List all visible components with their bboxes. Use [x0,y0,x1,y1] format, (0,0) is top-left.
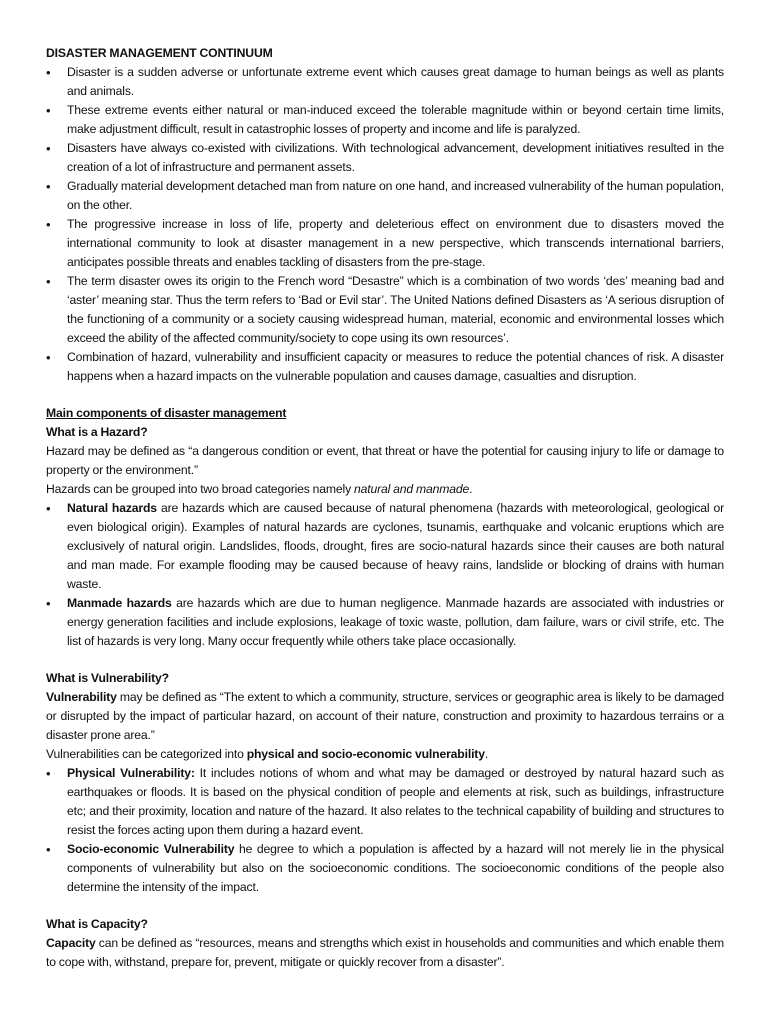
continuum-bullet: • The term disaster owes its origin to the French word “Desastre” which is a combination of two words ‘des’ meaning bad and ‘aster’ meaning star. Thus the term refers to ‘Bad or Evil star’. The United Nations defined Disasters as ‘A serious disruption of the functioning of a community or a society causing widespread human, material, economic and environmental losses which exceed the ability of the affected community/society to cope using its own resources’. [46,272,724,348]
hazard-grouping-suffix: . [469,482,473,496]
physical-vulnerability-bullet [46,764,724,840]
socio-economic-vulnerability-text: he degree to which a population is affected by a hazard will not merely lie in the physical components of vulnerability but also on the socioeconomic conditions. The socioeconomic conditions of the people also determine the intensity of the impact. [67,842,724,894]
continuum-bullet: • Combination of hazard, vulnerability and insufficient capacity or measures to reduce the potential chances of risk. A disaster happens when a hazard impacts on the vulnerable population and causes damage, casualties and disruption. [46,348,724,386]
vulnerability-question: What is Vulnerability? [46,671,169,685]
hazard-grouping [46,480,724,499]
hazard-question: What is a Hazard? [46,425,148,439]
continuum-bullet: • The progressive increase in loss of life, property and deleterious effect on environment due to disasters moved the international community to look at disaster management in a new perspective, which transcends international barriers, anticipates possible threats and enables tackling of disasters from the pre-stage. [46,215,724,272]
continuum-title: DISASTER MANAGEMENT CONTINUUM [46,46,273,60]
vulnerability-categories-prefix: Vulnerabilities can be categorized into [46,747,247,761]
natural-hazards-bullet [46,499,724,594]
capacity-question: What is Capacity? [46,917,148,931]
capacity-definition [46,934,724,972]
hazard-grouping-prefix: Hazards can be grouped into two broad categories namely [46,482,354,496]
section-gap [46,386,724,404]
continuum-bullet: • Gradually material development detached man from nature on one hand, and increased vulnerability of the human population, on the other. [46,177,724,215]
vulnerability-categories [46,745,724,764]
continuum-bullet-list [46,63,724,386]
hazard-grouping-emph: natural and manmade [354,482,470,496]
capacity-term: Capacity [46,936,96,950]
components-title: Main components of disaster management [46,406,287,420]
manmade-hazards-text: are hazards which are due to human negligence. Manmade hazards are associated with industries or energy generation facilities and include explosions, leakage of toxic waste, pollution, dam failure, wars or civil strife, etc. The list of hazards is very long. Many occur frequently while others take place occasionally. [67,596,724,648]
manmade-hazards-bullet [46,594,724,651]
vulnerability-definition [46,688,724,745]
continuum-bullet: • Disaster is a sudden adverse or unfortunate extreme event which causes great damage to human beings as well as plants and animals. [46,63,724,101]
vulnerability-categories-suffix: . [484,747,489,761]
continuum-bullet: • Disasters have always co-existed with civilizations. With technological advancement, development initiatives resulted in the creation of a lot of infrastructure and permanent assets. [46,139,724,177]
hazard-definition: Hazard may be defined as “a dangerous condition or event, that threat or have the potential for causing injury to life or damage to property or the environment.” [46,444,724,477]
vulnerability-definition-text: may be defined as “The extent to which a community, structure, services or geographic area is likely to be damaged or disrupted by the impact of particular hazard, on account of their nature, construction and proximity to hazardous terrains or a disaster prone area.” [46,690,724,742]
hazard-bullet-list [46,499,724,651]
natural-hazards-term: Natural hazards [67,501,157,515]
section-gap [46,651,724,669]
vulnerability-term: Vulnerability [46,690,117,704]
manmade-hazards-term: Manmade hazards [67,596,172,610]
continuum-bullet: • These extreme events either natural or man-induced exceed the tolerable magnitude within or beyond certain time limits, make adjustment difficult, result in catastrophic losses of property and income and life is paralyzed. [46,101,724,139]
socio-economic-vulnerability-bullet [46,840,724,897]
capacity-definition-text: can be defined as “resources, means and strengths which exist in households and communities and which enable them to cope with, withstand, prepare for, prevent, mitigate or quickly recover from a disaster”. [46,936,724,969]
physical-vulnerability-term: Physical Vulnerability: [67,766,195,780]
socio-economic-vulnerability-term: Socio-economic Vulnerability [67,842,235,856]
vulnerability-bullet-list [46,764,724,897]
vulnerability-categories-bold: physical and socio-economic vulnerability [246,747,485,761]
physical-vulnerability-text: It includes notions of whom and what may be damaged or destroyed by natural hazard such as earthquakes or floods. It is based on the physical condition of people and elements at risk, such as buildings, infrastructure etc; and their proximity, location and nature of the hazard. It also relates to the technical capability of building and structures to resist the forces acting upon them during a hazard event. [67,766,724,837]
section-gap [46,897,724,915]
natural-hazards-text: are hazards which are caused because of natural phenomena (hazards with meteorological, geological or even biological origin). Examples of natural hazards are cyclones, tsunamis, earthquake and volcanic eruptions which are exclusively of natural origin. Landslides, floods, drought, fires are socio-natural hazards since their causes are both natural and man made. For example flooding may be caused because of heavy rains, landslide or blocking of drains with human waste. [67,501,725,591]
